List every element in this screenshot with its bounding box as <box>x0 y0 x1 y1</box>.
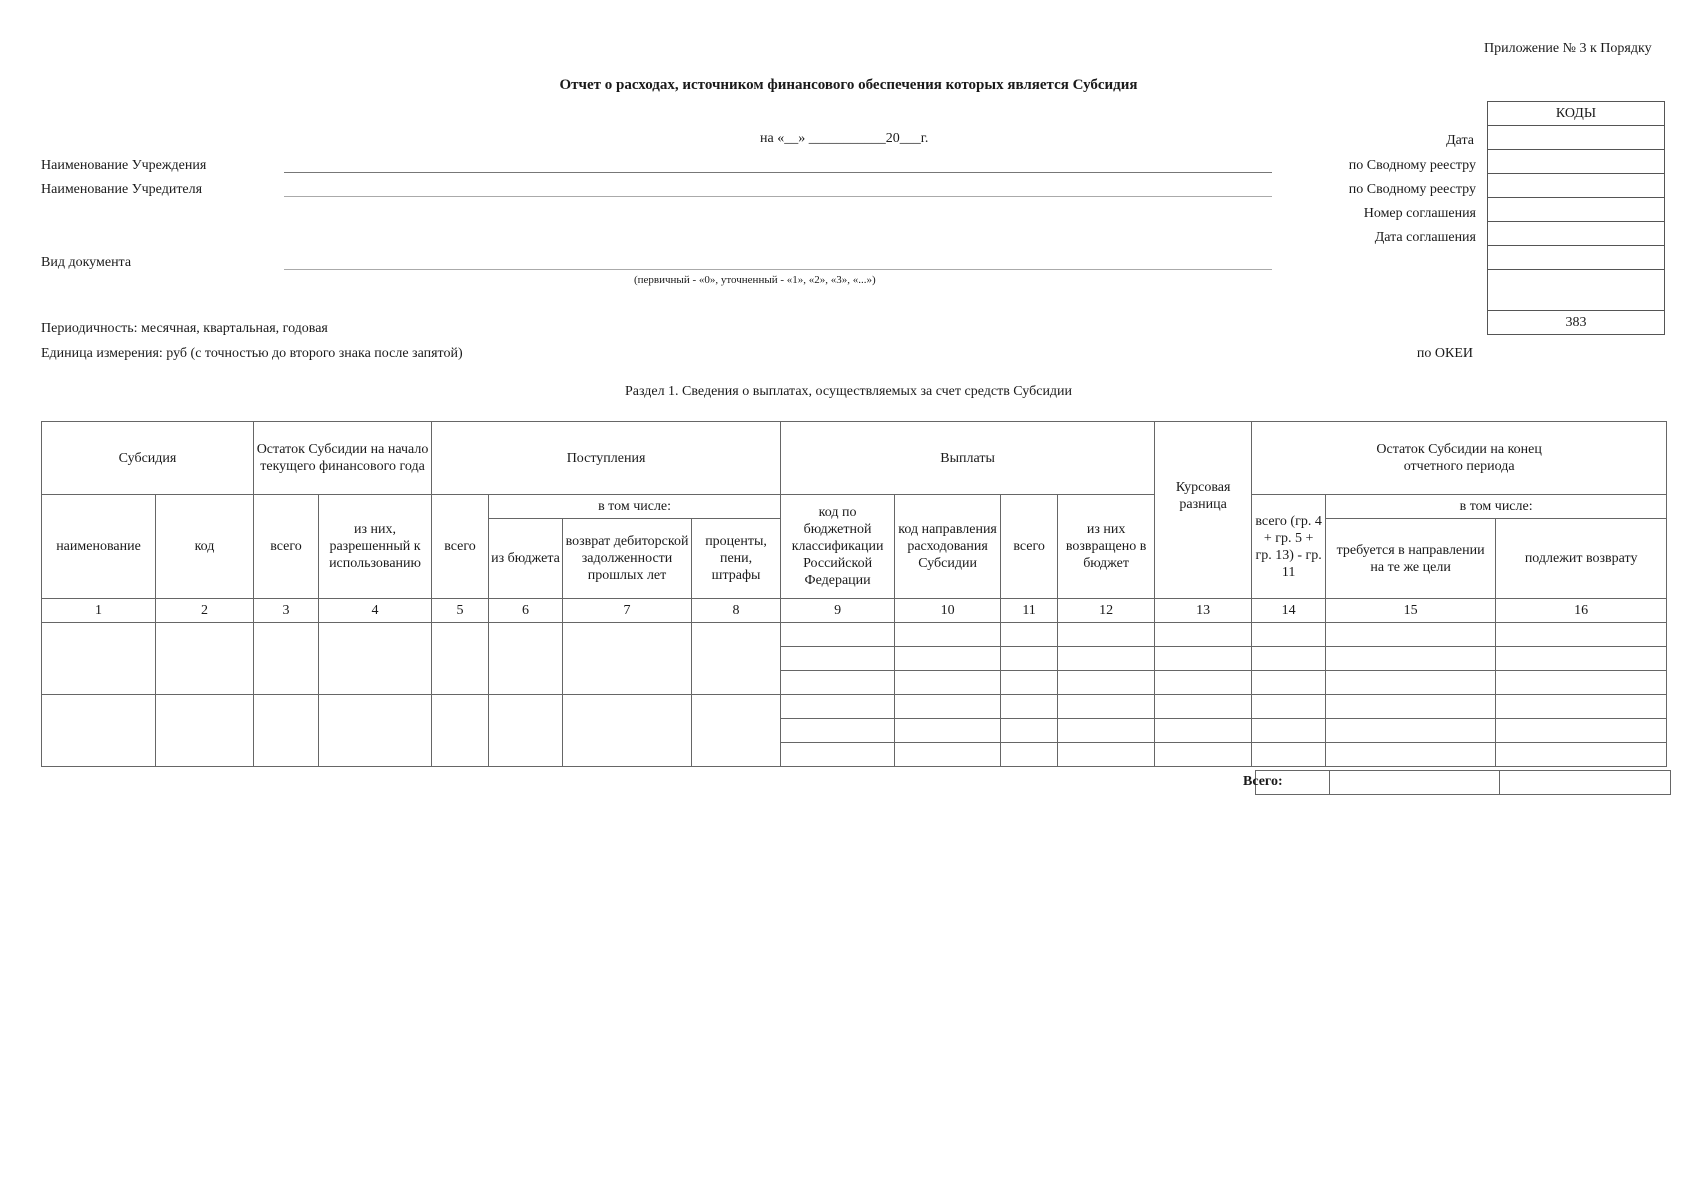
table-cell[interactable] <box>254 623 319 695</box>
receipts-incl-header: в том числе: <box>489 495 781 519</box>
table-cell[interactable] <box>781 743 895 767</box>
table-cell[interactable] <box>1252 695 1326 719</box>
table-cell[interactable] <box>1496 671 1667 695</box>
col-allowed-header: из них, разрешенный к использованию <box>319 495 432 599</box>
table-cell[interactable] <box>781 671 895 695</box>
table-cell[interactable] <box>895 719 1001 743</box>
table-cell[interactable] <box>1155 695 1252 719</box>
col-number: 16 <box>1496 599 1667 623</box>
table-cell[interactable] <box>1001 719 1058 743</box>
table-cell[interactable] <box>1252 743 1326 767</box>
table-cell[interactable] <box>563 623 692 695</box>
table-cell[interactable] <box>1496 743 1667 767</box>
table-cell[interactable] <box>1326 719 1496 743</box>
code-date-cell[interactable] <box>1488 126 1665 150</box>
table-cell[interactable] <box>895 743 1001 767</box>
total-cell[interactable] <box>1330 771 1500 795</box>
table-cell[interactable] <box>895 671 1001 695</box>
date-label: Дата <box>1446 133 1474 148</box>
table-cell[interactable] <box>1001 647 1058 671</box>
code-agreement-no-cell[interactable] <box>1488 198 1665 222</box>
table-cell[interactable] <box>1496 647 1667 671</box>
table-cell[interactable] <box>156 623 254 695</box>
col-total14-header: всего (гр. 4 + гр. 5 + гр. 13) - гр. 11 <box>1252 495 1326 599</box>
totals-table <box>1243 770 1671 795</box>
table-cell[interactable] <box>1326 695 1496 719</box>
doc-type-label: Вид документа <box>41 255 132 270</box>
institution-field-line <box>284 172 1272 173</box>
header-payments: Выплаты <box>781 422 1155 495</box>
table-cell[interactable] <box>1252 671 1326 695</box>
col-number: 11 <box>1001 599 1058 623</box>
col-number: 9 <box>781 599 895 623</box>
table-cell[interactable] <box>1155 719 1252 743</box>
table-cell[interactable] <box>1252 719 1326 743</box>
table-cell[interactable] <box>1252 647 1326 671</box>
code-registry1-cell[interactable] <box>1488 150 1665 174</box>
column-numbers-row <box>42 599 1667 623</box>
table-cell[interactable] <box>781 647 895 671</box>
col-number: 1 <box>42 599 156 623</box>
unit-text: Единица измерения: руб (с точностью до второго знака после запятой) <box>41 346 463 361</box>
col-number: 10 <box>895 599 1001 623</box>
total-label <box>1243 771 1283 795</box>
table-cell[interactable] <box>1058 647 1155 671</box>
col-name-header: наименование <box>42 495 156 599</box>
table-cell[interactable] <box>1326 671 1496 695</box>
table-cell[interactable] <box>1326 647 1496 671</box>
doc-type-hint: (первичный - «0», уточненный - «1», «2», «3», «...») <box>634 274 876 286</box>
section-title: Раздел 1. Сведения о выплатах, осуществляемых за счет средств Субсидии <box>624 384 1073 399</box>
table-cell[interactable] <box>432 695 489 767</box>
header-balance-start: Остаток Субсидии на начало текущего финансового года <box>254 422 432 495</box>
table-cell[interactable] <box>1058 671 1155 695</box>
doc-type-field-line <box>284 269 1272 270</box>
col-number: 5 <box>432 599 489 623</box>
code-registry2-cell[interactable] <box>1488 174 1665 198</box>
col-refund-header: подлежит возврату <box>1496 519 1667 599</box>
table-cell[interactable] <box>1058 695 1155 719</box>
col-number: 6 <box>489 599 563 623</box>
code-doc-type-cell[interactable] <box>1488 246 1665 270</box>
appendix-note: Приложение № 3 к Порядку <box>1484 41 1652 56</box>
col-total11-header: всего <box>1001 495 1058 599</box>
table-row <box>42 623 1667 647</box>
table-cell[interactable] <box>489 695 563 767</box>
col-direction-header: код направления расходования Субсидии <box>895 495 1001 599</box>
table-cell[interactable] <box>254 695 319 767</box>
col-returned-header: из них возвращено в бюджет <box>1058 495 1155 599</box>
table-cell[interactable] <box>1496 719 1667 743</box>
table-cell[interactable] <box>1058 719 1155 743</box>
col-number: 3 <box>254 599 319 623</box>
founder-field-line <box>284 196 1272 197</box>
table-cell[interactable] <box>1326 623 1496 647</box>
report-date-line: на «__» ___________20___г. <box>760 131 929 146</box>
col-number: 7 <box>563 599 692 623</box>
table-cell[interactable] <box>1496 695 1667 719</box>
table-cell[interactable] <box>895 623 1001 647</box>
col-number: 13 <box>1155 599 1252 623</box>
col-interest-header: проценты, пени, штрафы <box>692 519 781 599</box>
col-receivables-header: возврат дебиторской задолженности прошлых лет <box>563 519 692 599</box>
registry-label-2: по Сводному реестру <box>1348 182 1476 197</box>
table-cell[interactable] <box>1001 695 1058 719</box>
header-receipts: Поступления <box>432 422 781 495</box>
table-cell[interactable] <box>1001 671 1058 695</box>
table-cell[interactable] <box>319 623 432 695</box>
table-cell[interactable] <box>1155 671 1252 695</box>
agreement-date-label: Дата соглашения <box>1374 230 1476 245</box>
table-cell[interactable] <box>42 695 156 767</box>
col-required-header: требуется в направлении на те же цели <box>1326 519 1496 599</box>
institution-label: Наименование Учреждения <box>41 158 207 173</box>
balance-incl-header: в том числе: <box>1326 495 1667 519</box>
table-cell[interactable] <box>489 623 563 695</box>
table-cell[interactable] <box>1496 623 1667 647</box>
col-budget-header: из бюджета <box>489 519 563 599</box>
table-cell[interactable] <box>1058 743 1155 767</box>
total-cell[interactable] <box>1500 771 1671 795</box>
table-cell[interactable] <box>42 623 156 695</box>
codes-table <box>1487 101 1665 335</box>
total-label-text: Всего: <box>1243 773 1283 789</box>
table-cell[interactable] <box>895 647 1001 671</box>
col-total5-header: всего <box>432 495 489 599</box>
periodicity-text: Периодичность: месячная, квартальная, годовая <box>41 321 328 336</box>
header-fx-difference-text: Курсовая разница <box>1175 480 1231 512</box>
table-cell[interactable] <box>1155 647 1252 671</box>
report-title: Отчет о расходах, источником финансового обеспечения которых является Субсидия <box>559 77 1138 93</box>
table-row <box>42 695 1667 719</box>
codes-header: КОДЫ <box>1488 102 1665 126</box>
table-cell[interactable] <box>692 623 781 695</box>
table-cell[interactable] <box>781 695 895 719</box>
founder-label: Наименование Учредителя <box>41 182 203 197</box>
col-bcc-header: код по бюджетной классификации Российской Федерации <box>781 495 895 599</box>
header-subsidy: Субсидия <box>42 422 254 495</box>
col-total3-header: всего <box>254 495 319 599</box>
col-code-header: код <box>156 495 254 599</box>
table-cell[interactable] <box>781 623 895 647</box>
table-cell[interactable] <box>1001 623 1058 647</box>
okei-label: по ОКЕИ <box>1416 346 1473 361</box>
col-number: 12 <box>1058 599 1155 623</box>
table-cell[interactable] <box>1001 743 1058 767</box>
table-cell[interactable] <box>1058 623 1155 647</box>
table-cell[interactable] <box>319 695 432 767</box>
agreement-number-label: Номер соглашения <box>1363 206 1476 221</box>
col-number: 8 <box>692 599 781 623</box>
table-cell[interactable] <box>156 695 254 767</box>
header-balance-end-text: Остаток Субсидии на конец отчетного периода <box>1376 442 1542 474</box>
table-cell[interactable] <box>1155 623 1252 647</box>
table-cell[interactable] <box>781 719 895 743</box>
table-cell[interactable] <box>895 695 1001 719</box>
code-periodicity-cell[interactable] <box>1488 270 1665 311</box>
subsidy-table <box>41 421 1667 767</box>
header-balance-end <box>1252 422 1667 495</box>
code-agreement-date-cell[interactable] <box>1488 222 1665 246</box>
table-cell[interactable] <box>1326 743 1496 767</box>
col-number: 15 <box>1326 599 1496 623</box>
table-body <box>42 623 1667 767</box>
col-number: 2 <box>156 599 254 623</box>
table-cell[interactable] <box>432 623 489 695</box>
code-okei-cell: 383 <box>1488 311 1665 335</box>
table-cell[interactable] <box>1252 623 1326 647</box>
col-number: 4 <box>319 599 432 623</box>
table-cell[interactable] <box>1155 743 1252 767</box>
table-cell[interactable] <box>563 695 692 767</box>
registry-label-1: по Сводному реестру <box>1348 158 1476 173</box>
header-fx-difference <box>1155 422 1252 599</box>
col-number: 14 <box>1252 599 1326 623</box>
table-cell[interactable] <box>692 695 781 767</box>
